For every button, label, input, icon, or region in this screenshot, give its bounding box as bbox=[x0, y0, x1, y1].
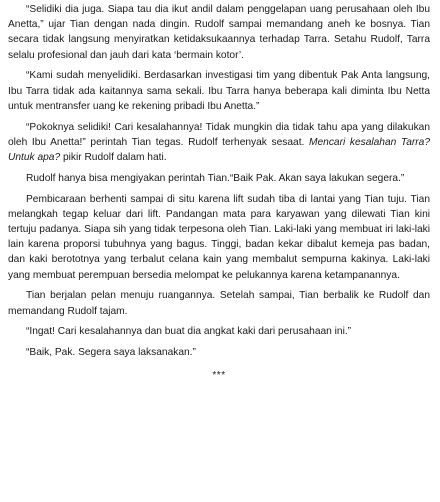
paragraph-2-text: “Kami sudah menyelidiki. Berdasarkan investigasi tim yang dibentuk Pak Anta langsung, Ibu Tarra tidak ada kaitannya sama sekali. Ibu Tarra hanya beberapa kali diminta Ibu Netta untuk mentransfer uang ke rekening pribadi Ibu Anetta.” bbox=[8, 70, 430, 112]
paragraph-5 bbox=[8, 192, 430, 283]
paragraph-8 bbox=[8, 345, 430, 360]
paragraph-1 bbox=[8, 2, 430, 63]
paragraph-2 bbox=[8, 68, 430, 114]
paragraph-3-text-start: “Pokoknya selidiki! Cari kesalahannya! Tidak mungkin dia tidak tahu apa yang dilakukan oleh Ibu Anetta!” perintah Tian tegas. Rudolf terhenyak sesaat. bbox=[8, 121, 430, 148]
paragraph-6 bbox=[8, 288, 430, 318]
paragraph-5-text: Pembicaraan berhenti sampai di situ karena lift sudah tiba di lantai yang Tian tuju. Tian melangkah tegap keluar dari lift. Pandangan mata para karyawan yang dilewati Tian kini tertuju padanya. Siapa sih yang tidak terpesona oleh Tian. Laki-laki yang membuat iri laki-laki lain karena proporsi tubuhnya yang bagus. Tinggi, badan kekar dibalut kemeja pas badan, dan kaki berototnya yang terbalut celana kain yang membalut sempurna kakinya. Laki-laki yang membuat perempuan bersedia melompat ke pelukannya karena ketampanannya. bbox=[8, 193, 430, 281]
paragraph-3-italic-thought: Mencari kesalahan Tarra? Untuk apa? bbox=[8, 136, 430, 164]
scene-break: *** bbox=[212, 370, 226, 382]
paragraph-4-text: Rudolf hanya bisa mengiyakan perintah Tian.“Baik Pak. Akan saya lakukan segera.” bbox=[26, 172, 405, 184]
paragraph-8-text: “Baik, Pak. Segera saya laksanakan.” bbox=[26, 347, 196, 359]
paragraph-4 bbox=[8, 171, 430, 186]
paragraph-3-text-end: pikir Rudolf dalam hati. bbox=[60, 152, 167, 164]
paragraph-1-text: “Selidiki dia juga. Siapa tau dia ikut andil dalam penggelapan uang perusahaan oleh Ibu Anetta,” ujar Tian dengan nada dingin. Rudolf sampai memandang aneh ke bosnya. Tian secara tidak langsung menyiratkan ketidaksukaannya terhadap Tarra. Setahu Rudolf, Tarra selalu profesional dan jauh dari kata ‘bermain kotor’. bbox=[8, 4, 430, 61]
paragraph-7 bbox=[8, 324, 430, 339]
paragraph-6-text: Tian berjalan pelan menuju ruangannya. Setelah sampai, Tian berbalik ke Rudolf dan memandang Rudolf tajam. bbox=[8, 290, 430, 317]
paragraph-3 bbox=[8, 120, 430, 166]
paragraph-7-text: “Ingat! Cari kesalahannya dan buat dia angkat kaki dari perusahaan ini.” bbox=[26, 326, 352, 338]
